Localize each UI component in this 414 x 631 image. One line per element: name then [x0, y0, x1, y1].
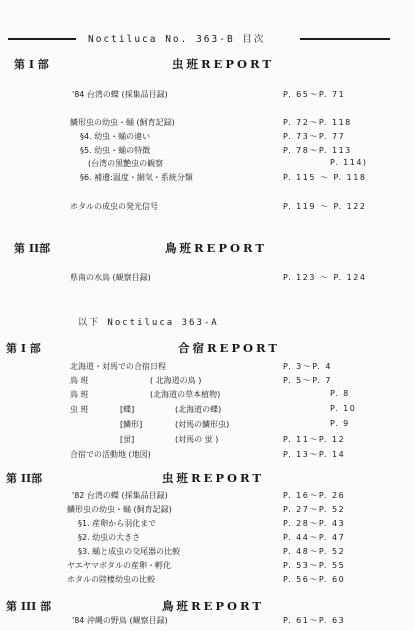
- toc-entry: ホタルの陸棲幼虫の比較: [67, 575, 155, 584]
- toc-entry-detail: (対馬の鱗形虫): [175, 420, 230, 429]
- toc-page: P. 13～P. 14: [283, 450, 346, 459]
- toc-entry: 鳥 班: [70, 376, 89, 385]
- toc-entry: '82 台湾の蝶 (採集品目録): [72, 491, 168, 500]
- toc-entry: 鱗形虫の幼虫・蛹 (飼育記録): [70, 118, 175, 127]
- partA3-label: 第 III 部: [6, 600, 52, 613]
- toc-entry: 鱗形虫の幼虫・蛹 (飼育記録): [67, 505, 172, 514]
- toc-page: P. 5～P. 7: [283, 376, 333, 385]
- toc-entry-detail: (北海道の蝶): [175, 405, 222, 414]
- toc-page: P. 56～P. 60: [283, 575, 346, 584]
- toc-page: P. 65～P. 71: [283, 90, 346, 99]
- toc-entry-group: [鱗形]: [120, 420, 143, 429]
- toc-page: P. 9: [330, 419, 350, 428]
- toc-entry: §3. 蛹と成虫の交尾器の比較: [78, 547, 181, 556]
- toc-entry: §4. 幼虫・蛹の違い: [80, 132, 151, 141]
- toc-page: P. 61～P. 63: [283, 616, 346, 625]
- toc-entry: 県南の水鳥 (観察目録): [70, 273, 151, 282]
- part1-title: 虫班REPORT: [172, 57, 274, 71]
- toc-entry: 鳥 班: [70, 390, 89, 399]
- toc-entry: §5. 幼虫・蛹の特徴: [80, 146, 151, 155]
- toc-page: P. 78～P. 113: [283, 146, 352, 155]
- toc-entry-detail: ( 北海道の鳥 ): [150, 376, 202, 385]
- toc-page: P. 16～P. 26: [283, 491, 346, 500]
- partA1-title: 合宿REPORT: [178, 341, 280, 355]
- header-rule-left: [8, 38, 76, 40]
- toc-entry: §6. 補遺:温度・網気・系統分類: [80, 173, 193, 182]
- toc-page: P. 3～P. 4: [283, 362, 333, 371]
- toc-entry: ヤエヤマボタルの産卵・孵化: [67, 561, 171, 570]
- toc-page: P. 48～P. 52: [283, 547, 346, 556]
- partA1-label: 第 I 部: [6, 342, 41, 355]
- toc-page: P. 114): [330, 158, 368, 167]
- toc-entry: '84 沖縄の野鳥 (観察目録): [72, 616, 168, 625]
- partA3-title: 鳥班REPORT: [162, 599, 264, 613]
- toc-entry-group: [蝶]: [120, 405, 135, 414]
- toc-page: P. 8: [330, 389, 350, 398]
- toc-entry: (台湾の黒艶虫の観察: [88, 159, 164, 168]
- part2-title: 鳥班REPORT: [165, 241, 267, 255]
- toc-entry: §2. 幼虫の大きさ: [78, 533, 141, 542]
- partA2-title: 虫班REPORT: [162, 471, 264, 485]
- issue-divider: 以下 Noctiluca 363-A: [78, 318, 219, 328]
- toc-entry-detail: (北海道の草本植物): [150, 390, 221, 399]
- toc-page: P. 115 ～ P. 118: [283, 173, 367, 182]
- toc-page: P. 119 ～ P. 122: [283, 202, 367, 211]
- toc-page: P. 44～P. 47: [283, 533, 346, 542]
- toc-entry-detail: (対馬の 蛍 ): [175, 435, 219, 444]
- partA2-label: 第 II部: [6, 472, 43, 485]
- toc-entry: 合宿での活動地 (地図): [70, 450, 151, 459]
- toc-page: P. 11～P. 12: [283, 435, 346, 444]
- toc-entry: ホタルの成虫の発光信号: [70, 202, 158, 211]
- document-header: Noctiluca No. 363-B 目次: [88, 34, 266, 45]
- toc-page: P. 53～P. 55: [283, 561, 346, 570]
- toc-page: P. 28～P. 43: [283, 519, 346, 528]
- header-rule-right: [300, 38, 390, 40]
- toc-page: P. 10: [330, 404, 357, 413]
- toc-entry-group: [蛍]: [120, 435, 135, 444]
- toc-page: P. 123 ～ P. 124: [283, 273, 367, 282]
- toc-entry: '84 台湾の蝶 (採集品目録): [72, 90, 168, 99]
- toc-entry: §1. 産卵から羽化まで: [78, 519, 157, 528]
- part1-label: 第 I 部: [14, 58, 49, 71]
- toc-page: P. 72～P. 118: [283, 118, 352, 127]
- toc-entry: 虫 班: [70, 405, 89, 414]
- toc-page: P. 27～P. 52: [283, 505, 346, 514]
- part2-label: 第 II部: [14, 242, 51, 255]
- toc-entry: 北海道・対馬での合宿日程: [70, 362, 166, 371]
- toc-page: P. 73～P. 77: [283, 132, 346, 141]
